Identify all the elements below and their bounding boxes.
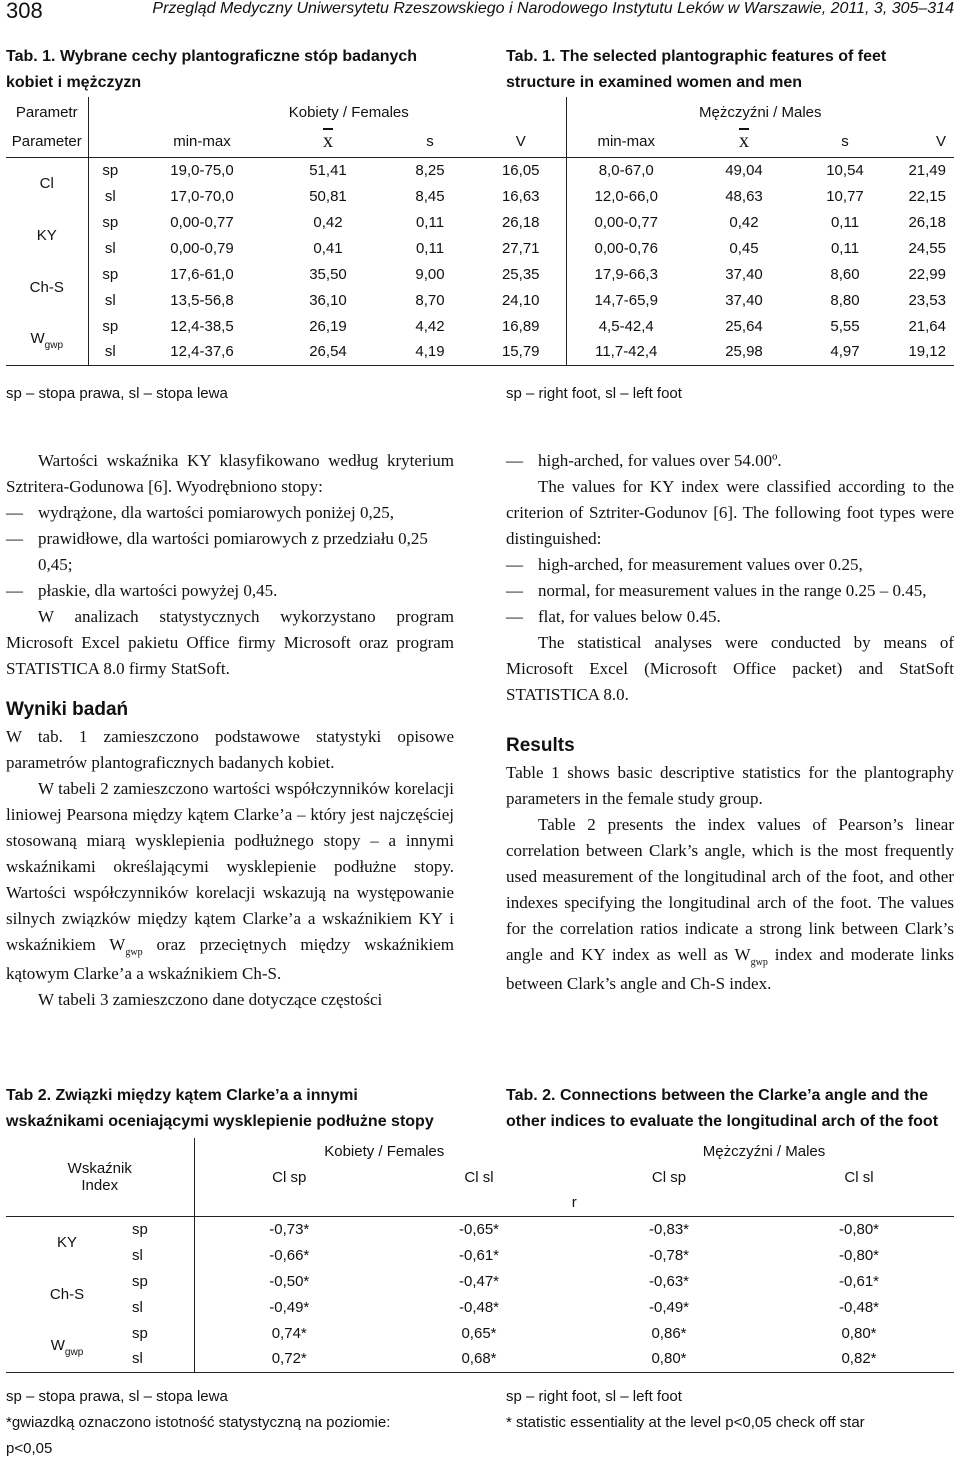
- group-label: Cl: [39, 174, 54, 192]
- table1-note-pl: sp – stopa prawa, sl – stopa lewa: [6, 385, 228, 402]
- table-cell: 26,54: [309, 343, 347, 361]
- table-cell: 0,00-0,77: [170, 213, 234, 231]
- group-name: W: [50, 1337, 65, 1355]
- table-cell: 12,0-66,0: [566, 183, 686, 209]
- males-header: Mężczyźni / Males: [702, 1142, 826, 1160]
- table-cell: 0,00-0,79: [170, 239, 234, 257]
- table-cell: 10,77: [826, 187, 864, 205]
- col-minmax: min-max: [173, 133, 231, 151]
- table-cell: 51,41: [309, 161, 347, 179]
- table-cell: -0,49*: [648, 1298, 690, 1316]
- r-label: r: [571, 1194, 577, 1212]
- table-cell: 9,00: [415, 265, 445, 283]
- side-label: sl: [128, 1242, 194, 1268]
- table-cell: 22,15: [908, 187, 946, 205]
- table-cell: 26,19: [309, 317, 347, 335]
- col-v: V: [515, 133, 526, 151]
- col-v: V: [935, 133, 946, 151]
- list-item: — normal, for measurement values in the range 0.25 – 0.45,: [506, 578, 954, 604]
- table-cell: 27,71: [501, 239, 540, 257]
- table-cell: 0,86*: [651, 1324, 687, 1342]
- table-cell: 0,11: [830, 239, 860, 257]
- table-row: [6, 1242, 954, 1268]
- table1-body: [6, 157, 954, 365]
- table-cell: -0,78*: [648, 1246, 690, 1264]
- paragraph: The values for KY index were classified according to the criterion of Sztriter-Godunov [6]. The following foot types were distinguished:: [506, 477, 954, 548]
- side-label: sl: [88, 183, 132, 209]
- table-cell: 5,55: [830, 317, 860, 335]
- table-cell: 15,79: [501, 343, 540, 361]
- table-cell: 21,64: [908, 317, 946, 335]
- table-cell: 0,42: [729, 213, 759, 231]
- section-heading: Wyniki badań: [6, 699, 129, 720]
- side-label: sl: [88, 339, 132, 365]
- list-item: — high-arched, for values over 54.00º.: [506, 448, 954, 474]
- side-label: sp: [88, 313, 132, 339]
- group-label: [6, 1320, 128, 1372]
- side-label: sl: [128, 1346, 194, 1372]
- col-mean: $\overline{x}$: [739, 130, 749, 153]
- list-item: — wydrążone, dla wartości pomiarowych poniżej 0,25,: [6, 500, 454, 526]
- table-cell: 35,50: [309, 265, 347, 283]
- table-cell: 16,05: [501, 161, 540, 179]
- table-cell: 0,74*: [271, 1324, 307, 1342]
- table-cell: 17,6-61,0: [170, 265, 234, 283]
- page-number: 308: [6, 0, 43, 23]
- table-cell: 37,40: [725, 265, 763, 283]
- table-row: [6, 313, 954, 339]
- col-s: s: [426, 133, 434, 151]
- group-label: Ch-S: [29, 278, 64, 296]
- side-label: sp: [88, 157, 132, 183]
- table-cell: 37,40: [725, 291, 763, 309]
- table-cell: 11,7-42,4: [566, 339, 686, 365]
- table-cell: 0,68*: [461, 1350, 497, 1368]
- running-head: Przegląd Medyczny Uniwersytetu Rzeszowskiego i Narodowego Instytutu Leków w Warszawie, 2011, 3, 305–314: [152, 0, 954, 17]
- group-label: KY: [56, 1233, 77, 1251]
- table-cell: 8,25: [415, 161, 445, 179]
- right-column: [506, 448, 954, 997]
- table-row: [6, 1216, 954, 1242]
- table-cell: -0,48*: [838, 1298, 880, 1316]
- table-cell: 23,53: [908, 291, 946, 309]
- table2-notes-en: sp – right foot, sl – left foot * statistic essentiality at the level p<0,05 check off star: [506, 1388, 865, 1431]
- table-row: [6, 235, 954, 261]
- table-cell: 0,00-0,76: [566, 235, 686, 261]
- table-row: [6, 1320, 954, 1346]
- col-cl-sp: Cl sp: [272, 1168, 307, 1186]
- table-cell: 0,42: [313, 213, 343, 231]
- list-item: — płaskie, dla wartości powyżej 0,45.: [6, 578, 454, 604]
- side-label: sp: [88, 261, 132, 287]
- table-cell: -0,47*: [458, 1272, 500, 1290]
- males-header: Mężczyźni / Males: [566, 97, 954, 127]
- table-cell: -0,61*: [838, 1272, 880, 1290]
- table-cell: 0,11: [415, 239, 445, 257]
- table-cell: 14,7-65,9: [566, 287, 686, 313]
- side-label: sp: [128, 1216, 194, 1242]
- table-row: [6, 287, 954, 313]
- table2-body: [6, 1216, 954, 1372]
- paragraph: W tab. 1 zamieszczono podstawowe statystyki opisowe parametrów plantograficznych badanych kobiet.: [6, 727, 454, 772]
- table-cell: 49,04: [725, 161, 763, 179]
- females-header: Kobiety / Females: [324, 1142, 445, 1160]
- col-cl-sp: Cl sp: [651, 1168, 687, 1186]
- list-item: — prawidłowe, dla wartości pomiarowych z przedziału 0,25 0,45;: [6, 526, 454, 578]
- table-cell: 4,97: [830, 343, 860, 361]
- table-cell: -0,80*: [838, 1246, 880, 1264]
- table-cell: 16,89: [501, 317, 540, 335]
- list-item: — high-arched, for measurement values over 0.25,: [506, 552, 954, 578]
- table-row: [6, 157, 954, 183]
- paragraph: Table 1 shows basic descriptive statistics for the plantography parameters in the female study group.: [506, 763, 954, 808]
- table-row: [6, 1346, 954, 1372]
- table1-caption-en: Tab. 1. The selected plantographic features of feet structure in examined women and men: [506, 48, 887, 91]
- table-cell: 8,70: [415, 291, 445, 309]
- index-header: Wskaźnik Index: [6, 1138, 194, 1216]
- group-label: [6, 313, 88, 365]
- table-cell: 0,11: [415, 213, 445, 231]
- table-cell: -0,73*: [269, 1220, 310, 1238]
- table-cell: 0,11: [830, 213, 860, 231]
- col-minmax: min-max: [566, 127, 686, 157]
- table2: [6, 1138, 954, 1373]
- list-item: — flat, for values below 0.45.: [506, 604, 954, 630]
- table-cell: 8,80: [830, 291, 860, 309]
- table-cell: 0,80*: [841, 1324, 877, 1342]
- table1: [6, 97, 954, 366]
- table-cell: 26,18: [908, 213, 946, 231]
- table-cell: 8,0-67,0: [566, 157, 686, 183]
- table1-caption-pl: Tab. 1. Wybrane cechy plantograficzne stóp badanych kobiet i mężczyzn: [6, 48, 418, 91]
- col-cl-sl: Cl sl: [844, 1168, 874, 1186]
- table-cell: 13,5-56,8: [170, 291, 234, 309]
- paragraph: Table 2 presents the index values of Pearson’s linear correlation between Clark’s angle, which is the most frequently used measurement of the longitudinal arch of the foot, and other indexes specifying the longitudinal arch of the foot. The values for the correlation ratios indicate a strong link between Clark’s angle and KY index as well as $W_{gwp}$ index and moderate links between Clark’s angle and Ch-S index.: [506, 815, 954, 993]
- table-cell: 50,81: [309, 187, 347, 205]
- table-row: [6, 1268, 954, 1294]
- table-cell: 0,72*: [271, 1350, 307, 1368]
- side-label: sl: [88, 235, 132, 261]
- table-cell: 0,80*: [651, 1350, 687, 1368]
- col-mean: $\overline{x}$: [323, 130, 333, 153]
- table-cell: -0,65*: [458, 1220, 500, 1238]
- table-cell: 19,12: [908, 343, 946, 361]
- table1-note-en: sp – right foot, sl – left foot: [506, 385, 682, 402]
- side-label: sl: [88, 287, 132, 313]
- table-cell: 21,49: [908, 161, 946, 179]
- table-cell: 12,4-38,5: [170, 317, 234, 335]
- table-cell: -0,83*: [648, 1220, 690, 1238]
- group-subscript: gwp: [44, 340, 64, 352]
- table-cell: 8,45: [415, 187, 445, 205]
- table-cell: 0,82*: [841, 1350, 877, 1368]
- table-cell: 22,99: [908, 265, 946, 283]
- table-row: [6, 261, 954, 287]
- table-cell: 16,63: [501, 187, 540, 205]
- table-cell: 17,0-70,0: [170, 187, 234, 205]
- table2-caption-pl: Tab 2. Związki między kątem Clarke’a a innymi wskaźnikami oceniającymi wysklepienie podłużne stopy: [6, 1087, 434, 1130]
- table-cell: 0,41: [313, 239, 343, 257]
- param-label-pl: Parametr: [15, 103, 78, 121]
- table-cell: 17,9-66,3: [566, 261, 686, 287]
- table-cell: 25,35: [501, 265, 540, 283]
- table-row: [6, 1294, 954, 1320]
- table-cell: 24,55: [908, 239, 946, 257]
- param-label-en: Parameter: [11, 133, 82, 151]
- left-column: [6, 448, 454, 1013]
- paragraph: W tabeli 2 zamieszczono wartości współczynników korelacji liniowej Pearsona między kątem Clarke’a – który jest najczęściej stosowaną miarą wysklepienia podłużnego stopy – a innymi wskaźnikami określającymi wysklepienie podłużne stopy. Wartości współczynników korelacji wskazują na występowanie silnych związków między kątem Clarke’a a wskaźnikiem KY i wskaźnikiem $W_{gwp}$ oraz przeciętnych między wskaźnikiem kątowym Clarke’a a wskaźnikiem Ch-S.: [6, 779, 454, 983]
- table-row: [6, 183, 954, 209]
- table-cell: 0,00-0,77: [566, 209, 686, 235]
- paragraph: W tabeli 3 zamieszczono dane dotyczące częstości: [38, 990, 383, 1009]
- paragraph: Wartości wskaźnika KY klasyfikowano według kryterium Sztritera-Godunowa [6]. Wyodrębniono stopy:: [6, 451, 454, 496]
- table-cell: -0,66*: [269, 1246, 310, 1264]
- table-cell: 8,60: [830, 265, 860, 283]
- table-cell: 0,45: [729, 239, 759, 257]
- table-cell: -0,50*: [269, 1272, 310, 1290]
- table-cell: 12,4-37,6: [170, 343, 234, 361]
- table-cell: 4,5-42,4: [566, 313, 686, 339]
- table-cell: 4,19: [415, 343, 445, 361]
- paragraph: W analizach statystycznych wykorzystano program Microsoft Excel pakietu Office firmy Microsoft oraz program STATISTICA 8.0 firmy StatSoft.: [6, 607, 454, 678]
- side-label: sp: [128, 1320, 194, 1346]
- table-cell: -0,49*: [269, 1298, 310, 1316]
- table-cell: 0,65*: [461, 1324, 497, 1342]
- table-cell: 4,42: [415, 317, 445, 335]
- table-cell: 48,63: [725, 187, 763, 205]
- table-cell: 10,54: [826, 161, 864, 179]
- side-label: sp: [128, 1268, 194, 1294]
- side-label: sl: [128, 1294, 194, 1320]
- col-cl-sl: Cl sl: [464, 1168, 494, 1186]
- group-label: KY: [36, 226, 57, 244]
- col-s: s: [841, 133, 849, 151]
- side-label: sp: [88, 209, 132, 235]
- table2-caption-en: Tab. 2. Connections between the Clarke’a angle and the other indices to evaluate the longitudinal arch of the foot: [506, 1087, 939, 1130]
- table-row: [6, 209, 954, 235]
- group-label: Ch-S: [49, 1285, 85, 1303]
- group-name: W: [30, 330, 45, 348]
- table-cell: -0,63*: [648, 1272, 690, 1290]
- table-row: [6, 339, 954, 365]
- table-cell: -0,48*: [458, 1298, 500, 1316]
- table-cell: 19,0-75,0: [170, 161, 234, 179]
- table-cell: 25,64: [725, 317, 763, 335]
- section-heading: Results: [506, 735, 575, 756]
- paragraph: The statistical analyses were conducted by means of Microsoft Excel (Microsoft Office packet) and StatSoft STATISTICA 8.0.: [506, 633, 954, 704]
- table2-notes-pl: sp – stopa prawa, sl – stopa lewa *gwiazdką oznaczono istotność statystyczną na poziomie: p<0,05: [6, 1388, 391, 1457]
- table-cell: -0,61*: [458, 1246, 500, 1264]
- table-cell: -0,80*: [838, 1220, 880, 1238]
- females-header: Kobiety / Females: [288, 103, 409, 121]
- group-subscript: gwp: [64, 1347, 84, 1359]
- table-cell: 24,10: [501, 291, 540, 309]
- page-header: [6, 0, 954, 28]
- table-cell: 36,10: [309, 291, 347, 309]
- table-cell: 26,18: [501, 213, 540, 231]
- table-cell: 25,98: [725, 343, 763, 361]
